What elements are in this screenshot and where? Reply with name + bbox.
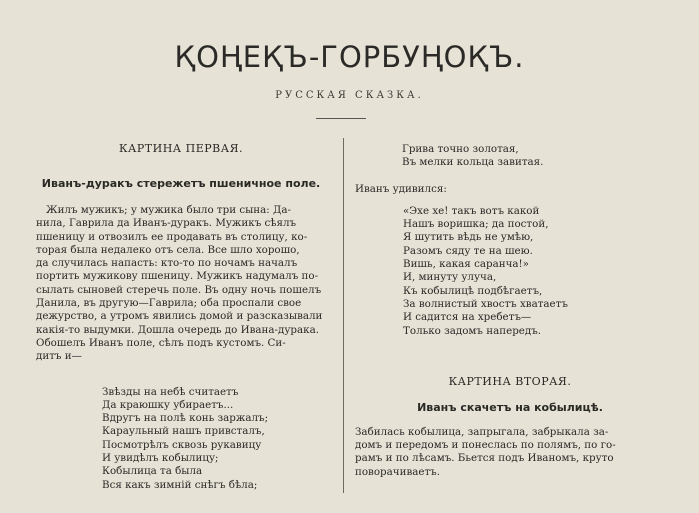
verse-line: Нашъ воришка; да постой,	[403, 218, 549, 231]
verse-line: Вся какъ зимній снѣгъ бѣла;	[102, 478, 258, 491]
verse-continuation	[355, 143, 665, 170]
page-subtitle: РУССКАЯ СКАЗКА.	[275, 90, 424, 101]
prose-line: какія-то выдумки. Дошла очередь до Ивана-дурака.	[36, 323, 319, 336]
verse-line: Въ мелки кольца завитая.	[402, 156, 544, 169]
verse-line: Къ кобылицѣ подбѣгаетъ,	[403, 284, 543, 297]
verse-line: Посмотрѣлъ сквозь рукавицу	[102, 438, 262, 451]
prose-line: портить мужикову пшеницу. Мужикъ надумалъ по-	[36, 270, 319, 283]
narration-line: Иванъ удивился:	[355, 182, 447, 195]
verse-line: Грива точно золотая,	[402, 143, 519, 155]
verse-line: Только задомъ напередъ.	[403, 324, 542, 337]
verse-line: И, минуту улуча,	[403, 271, 497, 284]
ivan-speech-verse	[355, 205, 665, 338]
prose-line: торая была недалеко отъ села. Все шло хорошо,	[36, 243, 300, 256]
verse-line: За волнистый хвостъ хватаетъ	[403, 297, 568, 310]
left-column	[36, 140, 326, 492]
prose-line: Жилъ мужикъ; у мужика было три сына: Да-	[46, 204, 292, 216]
scene-two-subtitle: Иванъ скачетъ на кобылицѣ.	[417, 400, 603, 414]
prose-line: сылать сыновей стеречь поле. Въ одну ночь пошелъ	[36, 283, 322, 296]
scene-one-prose	[36, 204, 326, 364]
prose-line: нила, Гаврила да Иванъ-дуракъ. Мужикъ сѣялъ	[36, 217, 297, 230]
verse-line: Караульный нашъ привсталъ,	[102, 425, 265, 438]
prose-line: домъ и передомъ и понеслась по полямъ, по го-	[355, 439, 616, 452]
page-title: ҚОҢЕҚЪ-ГОРБУҢОҚЪ.	[174, 40, 525, 74]
title-rule	[316, 118, 366, 119]
verse-line: Звѣзды на небѣ считаетъ	[102, 385, 239, 398]
scene-two-title: КАРТИНА ВТОРАЯ.	[448, 374, 572, 388]
right-column	[355, 140, 665, 479]
prose-line: дитъ и—	[36, 350, 82, 363]
verse-line: «Эхе хе! такъ вотъ какой	[403, 204, 540, 217]
scene-one-verse	[36, 386, 326, 492]
prose-line: Данила, въ другую—Гаврила; оба проспали свое	[36, 297, 302, 310]
verse-line: Я шутить вѣдь не умѣю,	[403, 231, 534, 244]
prose-line: дежурство, а утромъ явились домой и разсказывали	[36, 310, 323, 323]
verse-line: Да краюшку убираетъ...	[102, 398, 234, 411]
verse-line: И садится на хребетъ—	[403, 311, 532, 324]
prose-line: Обошелъ Иванъ поле, сѣлъ подъ кустомъ. Си-	[36, 336, 286, 349]
scene-one-title: КАРТИНА ПЕРВАЯ.	[119, 142, 243, 155]
verse-line: И увидѣлъ кобылицу;	[102, 452, 219, 465]
prose-line: да случилась напасть: кто-то по ночамъ началъ	[36, 257, 298, 270]
column-divider	[343, 138, 344, 493]
verse-line: Разомъ сяду те на шею.	[403, 244, 533, 257]
scene-one-subtitle: Иванъ-дуракъ стережетъ пшеничное поле.	[41, 177, 321, 190]
prose-line: поворачиваетъ.	[355, 465, 441, 478]
scene-two-prose	[355, 426, 665, 479]
verse-line: Кобылица та была	[102, 465, 203, 478]
verse-line: Вишь, какая саранча!»	[403, 258, 529, 271]
prose-line: рамъ и по лѣсамъ. Бьется подъ Иваномъ, круто	[355, 452, 614, 465]
verse-line: Вдругъ на полѣ конь заржалъ;	[102, 412, 269, 425]
prose-line: Забилась кобылица, запрыгала, забрыкала за-	[355, 425, 609, 438]
prose-line: пшеницу и отвозилъ ее продавать въ столицу, ко-	[36, 230, 308, 243]
